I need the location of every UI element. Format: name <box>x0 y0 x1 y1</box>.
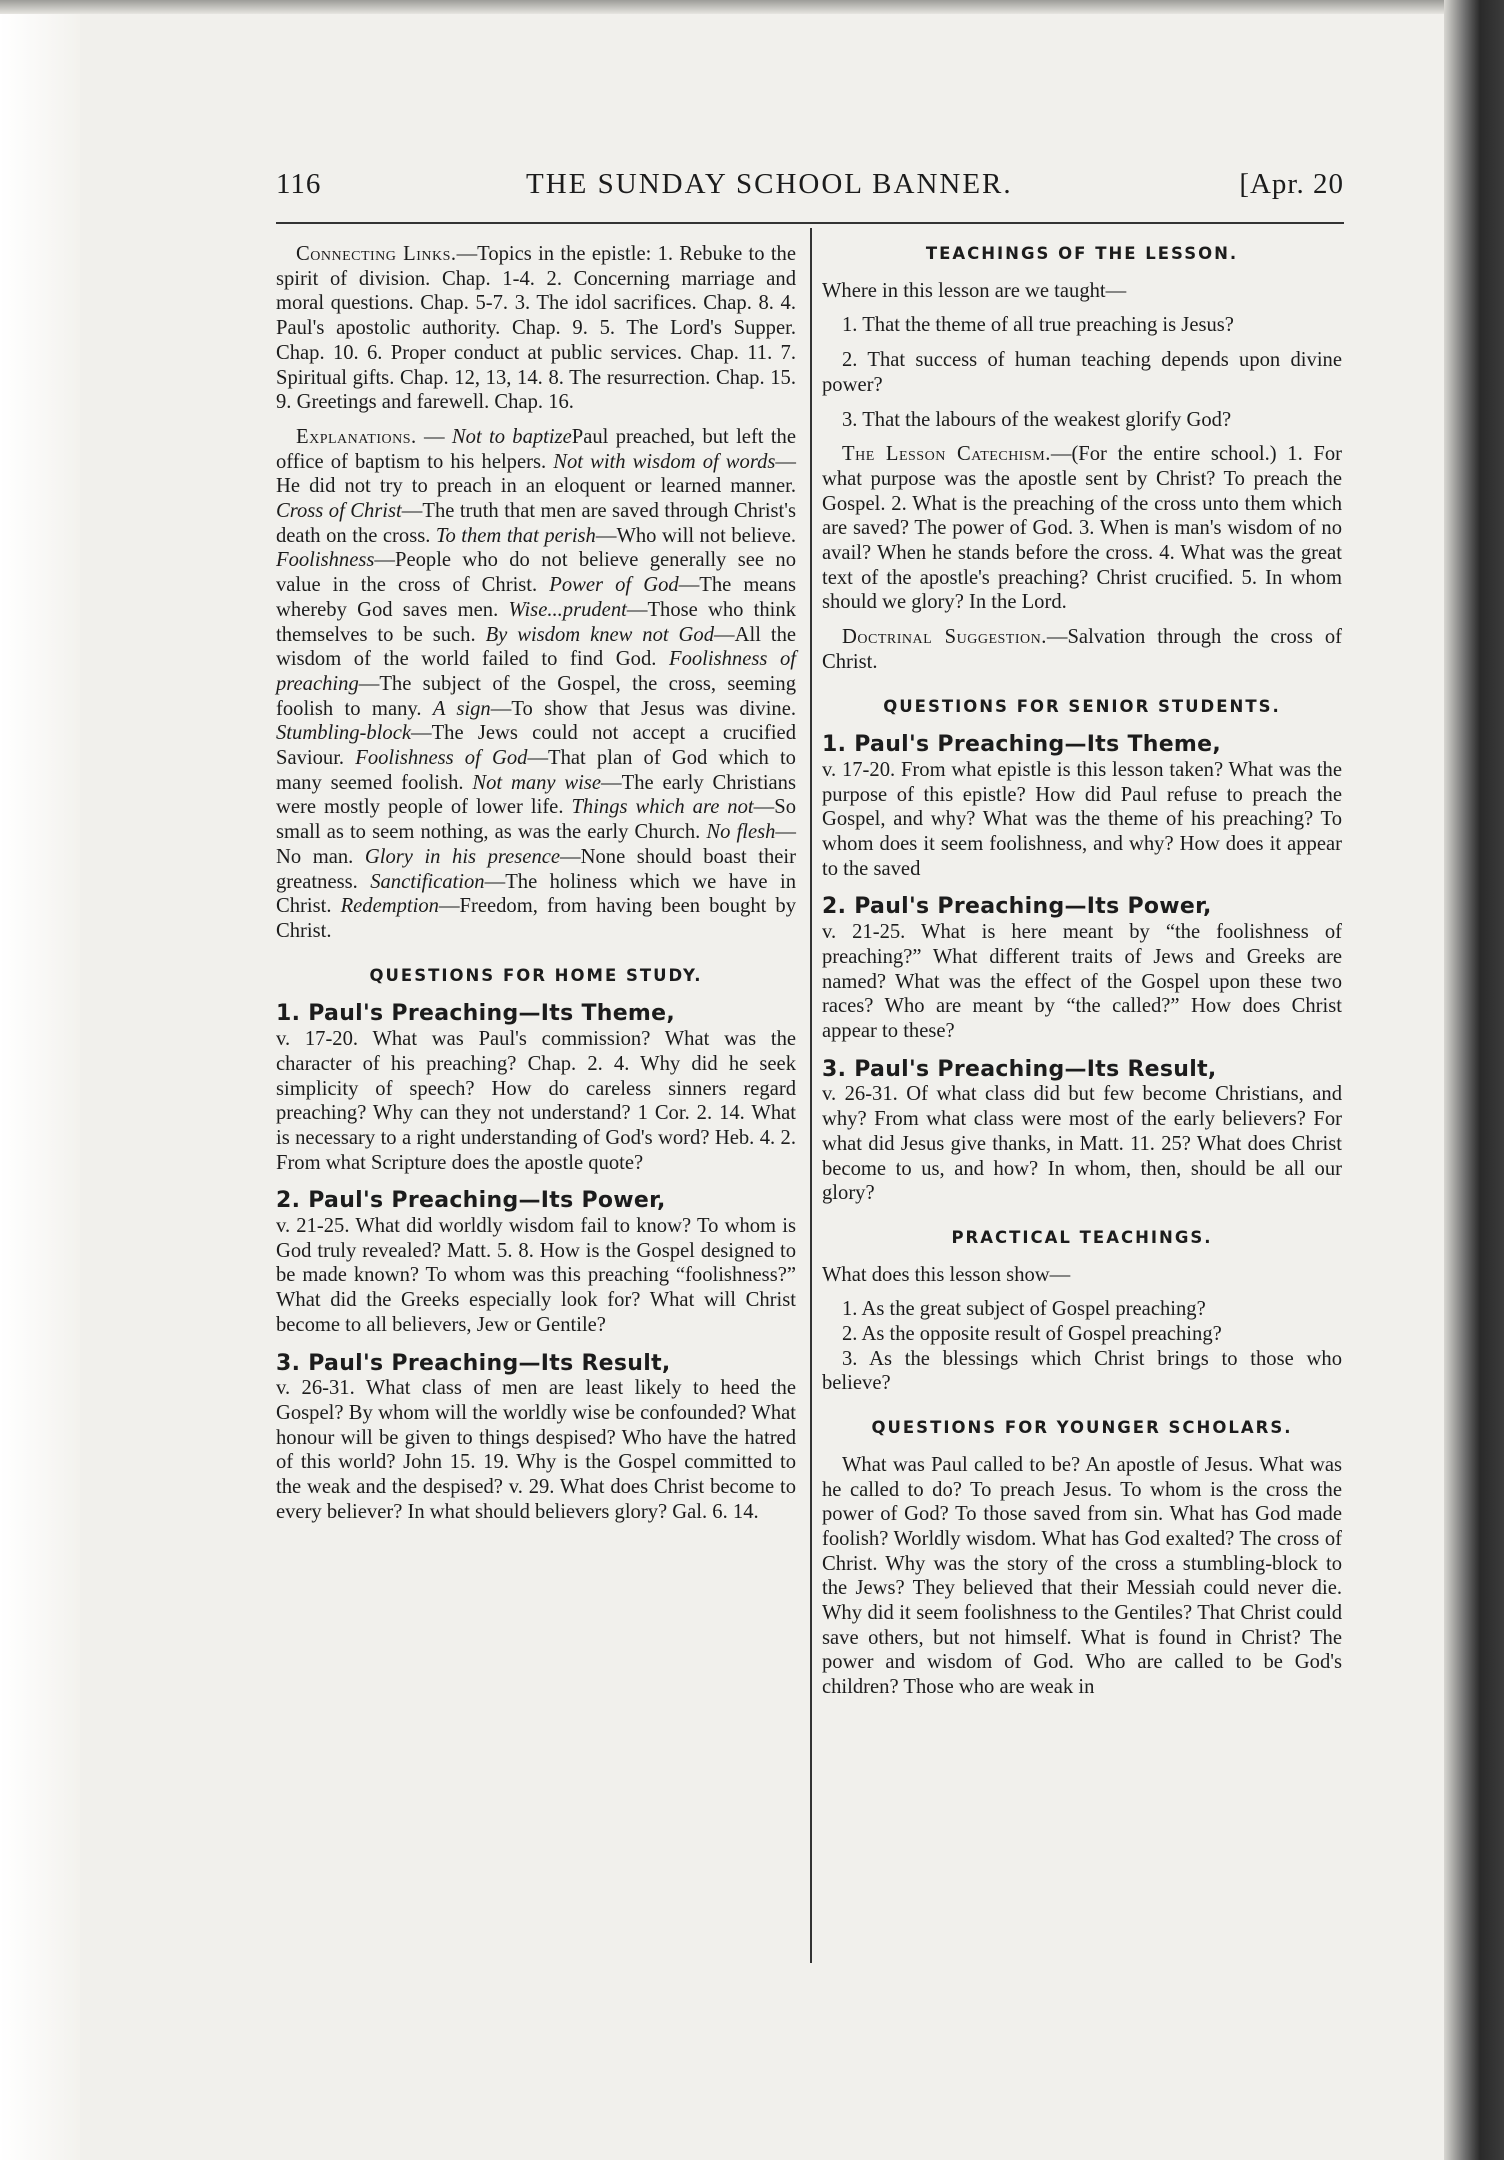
senior-questions <box>822 733 1342 1206</box>
explanation-text: —Those who think themselves to be such. <box>276 598 796 646</box>
practical-item: 3. As the blessings which Christ brings to those who believe? <box>822 1347 1342 1395</box>
doctrinal-text: —Salvation through the cross of Christ. <box>822 626 1343 673</box>
practical-heading: PRACTICAL TEACHINGS. <box>951 1227 1213 1247</box>
verse-reference: v. 17-20. <box>822 758 896 781</box>
page-number: 116 <box>276 168 322 200</box>
catechism-label: The Lesson Catechism. <box>842 443 1051 466</box>
explanations-body: — Not to baptizePaul preached, but left the office of baptism to his helpers. Not with wisdom of words—He did not try to preach in an eloquent or learned manner. Cross of Christ—The truth that men are saved through Christ's death on the cross. To them that perish—Who will not believe. Foolishness—People who do not believe generally see no value in the cross of Christ. Power of God—The means whereby God saves men. Wise...prudent—Those who think themselves to be such. By wisdom knew not God—All the wisdom of the world failed to find God. Foolishness of preaching—The subject of the Gospel, the cross, seeming foolish to many. A sign—To show that Jesus was divine. Stumbling-block—The Jews could not accept a crucified Saviour. Foolishness of God—That plan of God which to many seemed foolish. Not many wise—The early Christians were mostly people of lower life. Things which are not—So small as to seem nothing, as was the early Church. No flesh—No man. Glory in his presence—None should boast their greatness. Sanctification—The holiness which we have in Christ. Redemption—Freedom, from having been bought by Christ. <box>276 425 797 942</box>
verse-reference: v. 17-20. <box>276 1028 359 1051</box>
page-margin <box>0 0 80 2160</box>
left-column <box>276 242 796 1534</box>
younger-questions: What was Paul called to be? An apostle of Jesus. What was he called to do? To preach Jesus. To whom is the cross the power of God? To those saved from sin. What has God made foolish? Worldly wisdom. What has God exalted? The cross of Christ. Why was the story of the cross a stumbling-block to the Jews? They believed that their Messiah could never die. Why did it seem foolishness to the Gentiles? That Christ could save others, but not himself. What is found in Christ? The power and wisdom of God. Who are called to be God's children? Those who are weak in <box>822 1453 1342 1699</box>
question-section-title <box>276 1189 796 1214</box>
teachings-heading: TEACHINGS OF THE LESSON. <box>925 244 1239 263</box>
explanation-text: —The truth that men are saved through Christ's death on the cross. <box>276 500 796 547</box>
teaching-item: 3. That the labours of the weakest glorify God? <box>842 408 1232 431</box>
explanation-text: —The means whereby God saves men. <box>276 574 796 621</box>
senior-heading: QUESTIONS FOR SENIOR STUDENTS. <box>883 696 1281 716</box>
teaching-item: 1. That the theme of all true preaching is Jesus? <box>842 314 1234 337</box>
question-text: What class of men are least likely to heed the Gospel? By whom will the worldly wise be confounded? What honour will be given to things despised? Who have the hatred of this world? John 15. 19. Why is the Gospel committed to the weak and the despised? v. 29. What does Christ become to every believer? In what should believers glory? Gal. 6. 14. <box>276 1377 796 1523</box>
explanation-text: —That plan of God which to many seemed foolish. <box>276 747 796 794</box>
doctrinal-label: Doctrinal Suggestion. <box>842 626 1047 649</box>
verse-reference: v. 26-31. <box>822 1083 898 1106</box>
explanation-text: —He did not try to preach in an eloquent or learned manner. <box>276 450 796 498</box>
explanation-term: Foolishness of preaching <box>276 648 797 695</box>
connecting-links-text: —Topics in the epistle: 1. Rebuke to the spirit of division. Chap. 1-4. 2. Concerning marriage and moral questions. Chap. 5-7. 3. The idol sacrifices. Chap. 8. 4. Paul's apostolic authority. Chap. 9. 5. The Lord's Supper. Chap. 10. 6. Proper conduct at public services. Chap. 11. 7. Spiritual gifts. Chap. 12, 13, 14. 8. The resurrection. Chap. 15. 9. Greetings and farewell. Chap. 16. <box>276 243 796 414</box>
explanation-term: Foolishness <box>276 549 375 572</box>
explanation-text: —None should boast their greatness. <box>276 845 796 893</box>
question-section-body <box>822 920 1342 1044</box>
question-section-title <box>822 895 1342 920</box>
explanation-term: Power of God <box>549 574 679 597</box>
explanation-text: —People who do not believe generally see no value in the cross of Christ. <box>276 549 796 597</box>
explanation-term: Cross of Christ <box>276 500 402 523</box>
teaching-item: 2. That success of human teaching depends upon divine power? <box>822 349 1342 396</box>
question-section-body <box>822 758 1342 882</box>
practical-item: 2. As the opposite result of Gospel preaching? <box>842 1323 1222 1346</box>
right-column <box>822 242 1342 1710</box>
explanation-term: Foolishness of God <box>355 747 528 770</box>
question-text: What did worldly wisdom fail to know? To whom is God truly revealed? Matt. 5. 8. How is the Gospel designed to be made known? To whom was this preaching “foolishness?” What did the Greeks especially look for? What will Christ become to all believers, Jew or Gentile? <box>276 1215 796 1336</box>
section-title-text: 2. Paul's Preaching—Its Power, <box>822 894 1212 920</box>
question-text: Of what class did but few become Christians, and why? From what class were most of the early believers? For what did Jesus give thanks, in Matt. 11. 25? What does Christ become to us, and how? In whom, then, should be all our glory? <box>822 1083 1342 1205</box>
verse-reference: v. 26-31. <box>276 1377 355 1400</box>
younger-heading: QUESTIONS FOR YOUNGER SCHOLARS. <box>871 1418 1293 1438</box>
question-section-title <box>822 733 1342 758</box>
explanation-text: —So small as to seem nothing, as was the early Church. <box>276 796 796 844</box>
question-text: What is here meant by “the foolishness of preaching?” What different traits of Jews and Greeks are named? What was the effect of the Gospel upon these two races? Who are meant by “the called?” How does Christ appear to these? <box>822 921 1343 1042</box>
doctrinal-suggestion <box>822 625 1342 674</box>
explanation-text: —The subject of the Gospel, the cross, seeming foolish to many. <box>276 672 796 720</box>
question-section-body <box>276 1214 796 1338</box>
publication-title: THE SUNDAY SCHOOL BANNER. <box>526 168 1013 200</box>
explanation-text: —All the wisdom of the world failed to find God. <box>276 623 797 671</box>
question-section-body <box>822 1082 1342 1206</box>
explanation-text: —Who will not believe. <box>595 524 796 547</box>
header-rule <box>276 222 1344 224</box>
explanation-term: By wisdom knew not God <box>485 623 715 646</box>
section-title-text: 2. Paul's Preaching—Its Power, <box>276 1188 666 1214</box>
explanation-term: Redemption <box>340 895 439 918</box>
explanation-term: Things which are not <box>571 796 754 819</box>
lesson-catechism <box>822 442 1342 615</box>
explanation-text: —To show that Jesus was divine. <box>490 697 797 720</box>
verse-reference: v. 21-25. <box>276 1215 350 1238</box>
explanation-term: Not to baptize <box>451 425 572 448</box>
page-top-edge <box>0 0 1444 14</box>
explanation-text: —No man. <box>276 821 797 868</box>
question-text: What was Paul's commission? What was the character of his preaching? Chap. 2. 4. Why did he seek simplicity of speech? How do careless sinners regard preaching? Why can they not understand? 1 Cor. 2. 14. What is necessary to a right understanding of God's word? Heb. 4. 2. From what Scripture does the apostle quote? <box>276 1028 797 1174</box>
section-title-text: 1. Paul's Preaching—Its Theme, <box>822 732 1222 758</box>
home-study-questions <box>276 1002 796 1524</box>
explanation-term: Wise...prudent <box>508 598 627 621</box>
explanation-term: Not with wisdom of words <box>553 450 776 473</box>
issue-date: [Apr. 20 <box>1239 168 1344 200</box>
explanations-label: Explanations. <box>296 425 417 448</box>
column-divider <box>810 228 812 1963</box>
explanation-text: —The holiness which we have in Christ. <box>276 870 796 918</box>
question-section-title <box>276 1002 796 1027</box>
book-spine-shadow <box>1444 0 1504 2160</box>
connecting-links <box>276 242 796 415</box>
question-text: From what epistle is this lesson taken? What was the purpose of this epistle? How did Paul refuse to preach the Gospel, and why? What was the theme of his preaching? To whom does it seem foolishness, and why? How does it appear to the saved <box>822 758 1342 880</box>
verse-reference: v. 21-25. <box>822 921 906 944</box>
section-title-text: 1. Paul's Preaching—Its Theme, <box>276 1001 676 1027</box>
practical-item: 1. As the great subject of Gospel preaching? <box>842 1298 1206 1321</box>
explanation-text: —The early Christians were mostly people of lower life. <box>276 771 796 819</box>
explanation-term: Not many wise <box>472 771 602 794</box>
explanation-text: —Freedom, from having been bought by Christ. <box>276 895 796 942</box>
explanation-term: A sign <box>432 697 491 720</box>
explanation-text: —The Jews could not accept a crucified Saviour. <box>276 722 796 770</box>
connecting-links-label: Connecting Links. <box>296 243 457 265</box>
explanation-term: Stumbling-block <box>276 722 411 745</box>
running-head <box>276 168 1344 208</box>
practical-intro: What does this lesson show— <box>822 1263 1071 1286</box>
question-section-body <box>276 1376 796 1524</box>
explanation-term: To them that perish <box>435 524 596 547</box>
question-section-title <box>822 1058 1342 1083</box>
catechism-text: —(For the entire school.) 1. For what purpose was the apostle sent by Christ? To preach the Gospel. 2. What is the preaching of the cross unto them which are saved? The power of God. 3. When is man's wisdom of no avail? When he stands before the cross. 4. What was the great text of the apostle's preaching? Christ crucified. 5. In whom should we glory? In the Lord. <box>822 443 1343 614</box>
explanations <box>276 425 796 944</box>
section-title-text: 3. Paul's Preaching—Its Result, <box>276 1350 671 1376</box>
explanation-term: Sanctification <box>370 870 485 893</box>
explanation-text: Paul preached, but left the office of baptism to his helpers. <box>276 425 796 473</box>
section-title-text: 3. Paul's Preaching—Its Result, <box>822 1056 1217 1082</box>
question-section-body <box>276 1027 796 1175</box>
teachings-intro: Where in this lesson are we taught— <box>822 279 1127 302</box>
explanation-term: Glory in his presence <box>364 845 561 868</box>
question-section-title <box>276 1352 796 1377</box>
home-study-heading: QUESTIONS FOR HOME STUDY. <box>369 965 703 985</box>
explanation-term: No flesh <box>706 821 776 844</box>
